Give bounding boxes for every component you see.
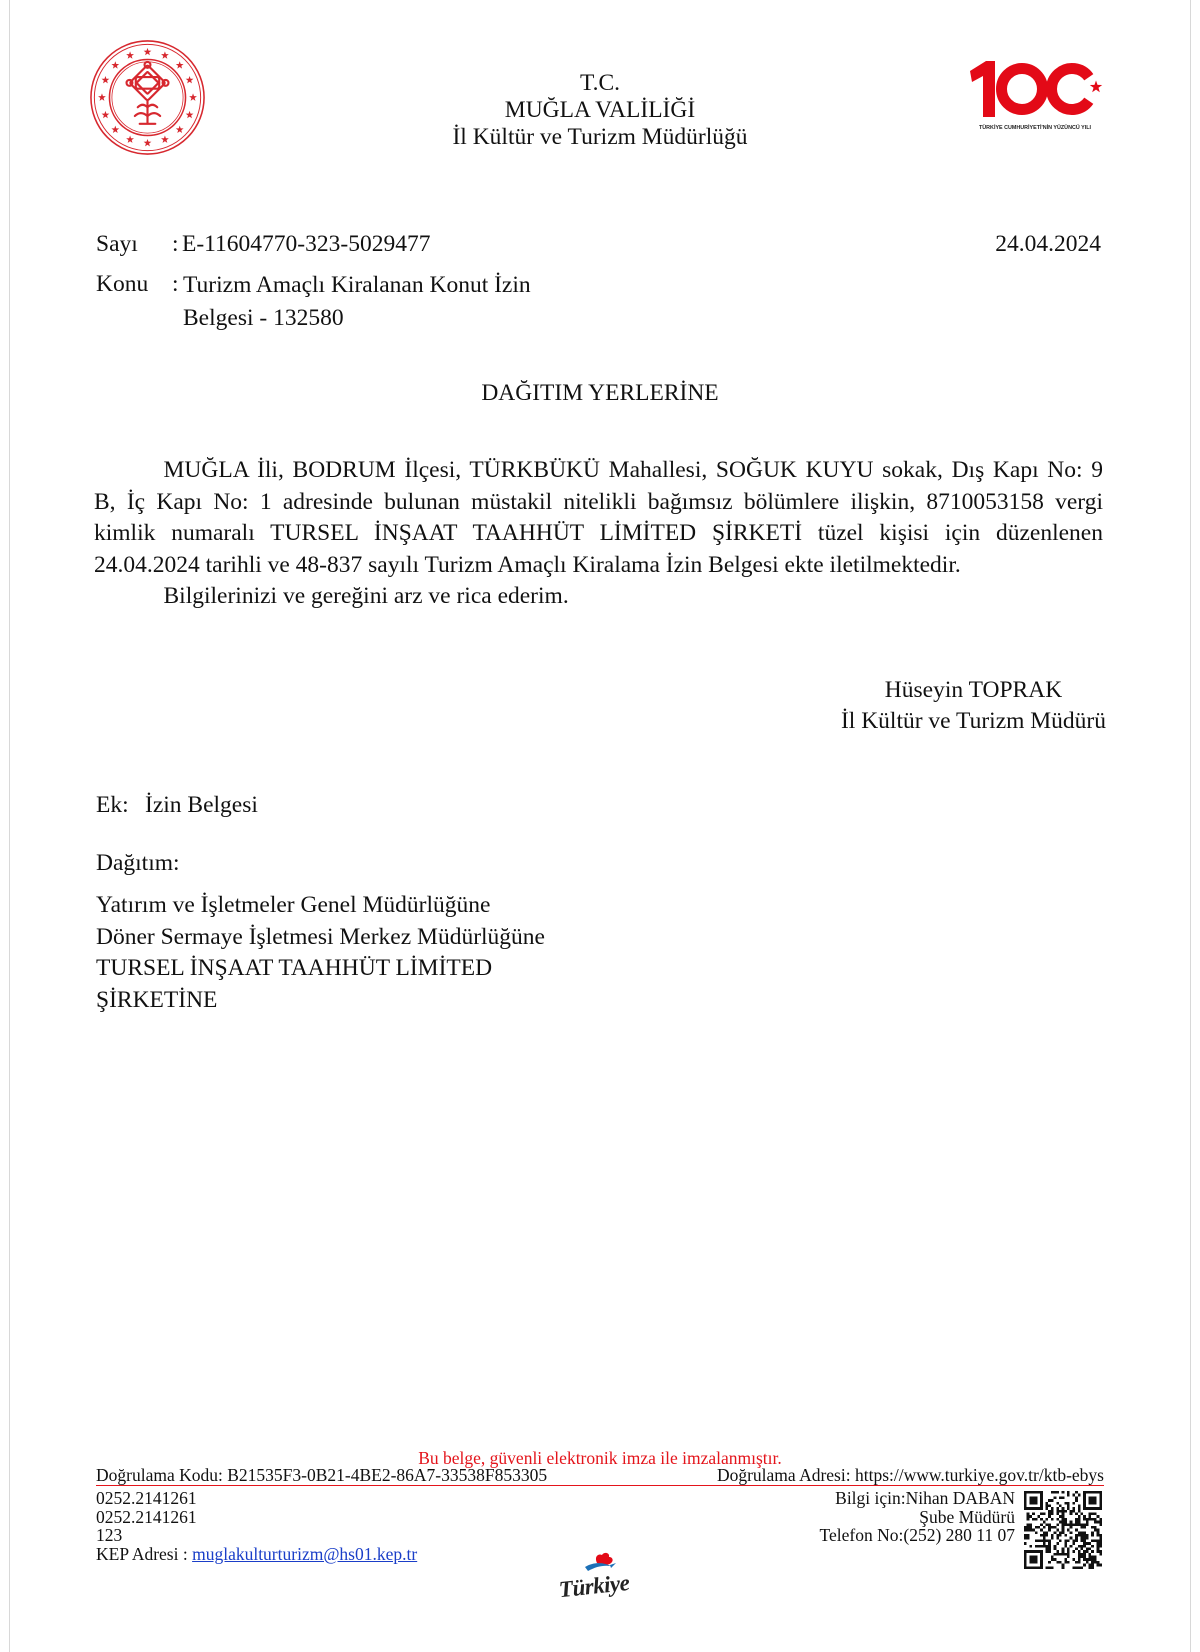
phone-2: 0252.2141261 [96,1506,197,1527]
distribution-item: TURSEL İNŞAAT TAAHHÜT LİMİTED [96,955,493,982]
letterhead-line-1: T.C. [579,70,621,96]
distribution-list [96,890,545,1016]
sayi-separator: : [172,231,179,257]
info-phone: Telefon No:(252) 280 11 07 [819,1525,1015,1545]
turkiye-logo-icon [553,1552,647,1602]
page-edge-left [9,0,10,1652]
info-title: Şube Müdürü [919,1506,1015,1527]
distribution-item: Döner Sermaye İşletmesi Merkez Müdürlüğüne [96,923,545,950]
extension: 123 [96,1525,123,1545]
turkiye-wordmark: Türkiye [557,1569,631,1602]
distribution-label: Dağıtım: [96,850,180,876]
signatory-title: İl Kültür ve Turizm Müdürü [840,707,1106,734]
letterhead-line-3: İl Kültür ve Turizm Müdürlüğü [452,124,748,150]
contact-info-left [96,1489,417,1563]
verification-address [717,1466,1104,1485]
contact-info-right [820,1489,1015,1545]
distribution-item: Yatırım ve İşletmeler Genel Müdürlüğüne [96,892,491,918]
kep-row [96,1545,417,1564]
body-line: MUĞLA İli, BODRUM İlçesi, TÜRKBÜKÜ Mahallesi, SOĞUK KUYU sokak, Dış Kapı No: 9 [163,457,1103,483]
signatory-name: Hüseyin TOPRAK [884,677,1063,703]
verification-address-url: https://www.turkiye.gov.tr/ktb-ebys [854,1465,1104,1485]
addressee-heading: DAĞITIM YERLERİNE [481,380,719,406]
attachment-label: Ek: [96,792,129,818]
signature-block [841,675,1106,736]
qr-code-icon [1024,1491,1102,1569]
konu-value [183,269,531,334]
kep-address-link[interactable]: muglakulturturizm@hs01.kep.tr [192,1543,418,1564]
body-line: B, İç Kapı No: 1 adresinde bulunan müstakil nitelikli bağımsız bölümlere ilişkin, 8710053158 vergi [94,488,1103,515]
body-closing: Bilgilerinizi ve gereğini arz ve rica ederim. [163,583,569,609]
emblem-star [126,51,134,58]
konu-separator: : [172,271,179,297]
esign-notice: Bu belge, güvenli elektronik imza ile imzalanmıştır. [418,1448,782,1468]
emblem-star [176,61,184,68]
verification-code [96,1466,547,1485]
page-edge-right [1190,0,1191,1652]
attachment-value: İzin Belgesi [145,792,258,818]
document-date: 24.04.2024 [995,231,1101,257]
centennial-caption: TÜRKİYE CUMHURİYETİ'NİN YÜZÜNCÜ YILI [979,125,1096,131]
letterhead-line-2: MUĞLA VALİLİĞİ [504,97,696,123]
konu-label: Konu [96,271,149,297]
emblem-star [144,48,152,55]
konu-line: Belgesi - 132580 [183,304,344,331]
verification-address-label: Doğrulama Adresi: [716,1465,851,1485]
letterhead [0,70,1200,151]
footer-rule [96,1485,1104,1486]
emblem-star [111,61,119,68]
info-contact: Bilgi için:Nihan DABAN [835,1488,1015,1508]
distribution-item: ŞİRKETİNE [96,986,218,1013]
body-line: 24.04.2024 tarihli ve 48-837 sayılı Turizm Amaçlı Kiralama İzin Belgesi ekte iletilmektedir. [94,551,961,578]
kep-label: KEP Adresi : [96,1543,188,1564]
konu-line: Turizm Amaçlı Kiralanan Konut İzin [183,272,531,298]
sayi-value: E-11604770-323-5029477 [182,231,431,257]
emblem-star [161,51,169,58]
body-line: kimlik numaralı TURSEL İNŞAAT TAAHHÜT LİMİTED ŞİRKETİ tüzel kişisi için düzenlenen [94,520,1103,546]
letter-body [94,455,1103,613]
verification-code-value: B21535F3-0B21-4BE2-86A7-33538F853305 [227,1465,548,1485]
sayi-label: Sayı [96,231,138,257]
verification-code-label: Doğrulama Kodu: [96,1465,223,1485]
phone-1: 0252.2141261 [96,1488,197,1508]
